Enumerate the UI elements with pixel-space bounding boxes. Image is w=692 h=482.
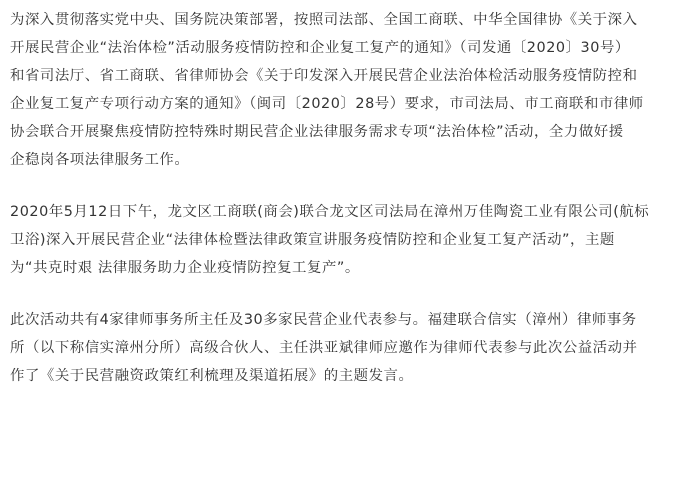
text-line: 作了《关于民营融资政策红利梳理及渠道拓展》的主题发言。 <box>10 368 414 384</box>
text-line: 开展民营企业“法治体检”活动服务疫情防控和企业复工复产的通知》（司发通〔2020〕30号） <box>10 40 630 56</box>
text-line: 为深入贯彻落实党中央、国务院决策部署，按照司法部、全国工商联、中华全国律协《关于深入 <box>10 12 638 28</box>
text-line: 所（以下称信实漳州分所）高级合伙人、主任洪亚斌律师应邀作为律师代表参与此次公益活动并 <box>10 340 638 356</box>
text-line: 企稳岗各项法律服务工作。 <box>10 152 190 168</box>
text-line: 协会联合开展聚焦疫情防控特殊时期民营企业法律服务需求专项“法治体检”活动，全力做好援 <box>10 124 624 140</box>
paragraph-event <box>10 198 686 282</box>
text-line: 2020年5月12日下午，龙文区工商联(商会)联合龙文区司法局在漳州万佳陶瓷工业有限公司(航标 <box>10 204 650 220</box>
text-line: 为“共克时艰 法律服务助力企业疫情防控复工复产”。 <box>10 260 360 276</box>
paragraph-background <box>10 0 686 174</box>
paragraph-participants <box>10 306 686 390</box>
text-line: 卫浴)深入开展民营企业“法律体检暨法律政策宣讲服务疫情防控和企业复工复产活动”，主题 <box>10 232 615 248</box>
article-body <box>10 0 686 390</box>
text-line: 此次活动共有4家律师事务所主任及30多家民营企业代表参与。福建联合信实（漳州）律师事务 <box>10 312 637 328</box>
text-line: 企业复工复产专项行动方案的通知》（闽司〔2020〕28号）要求，市司法局、市工商联和市律师 <box>10 96 644 112</box>
text-line: 和省司法厅、省工商联、省律师协会《关于印发深入开展民营企业法治体检活动服务疫情防控和 <box>10 68 638 84</box>
